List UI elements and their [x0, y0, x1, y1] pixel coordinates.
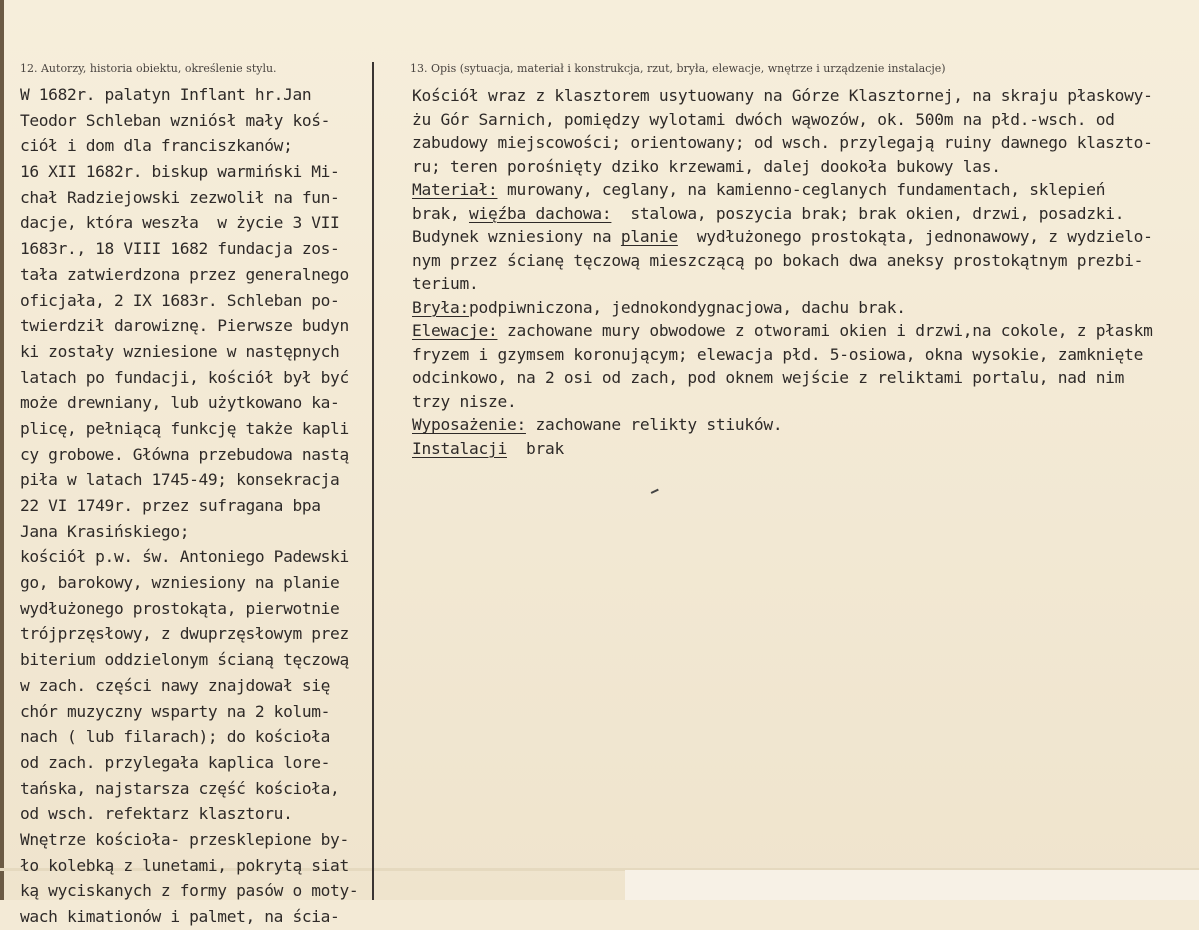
text-segment: ru; teren porośnięty dziko krzewami, dalej dookoła bukowy las.: [412, 156, 1001, 176]
text-line: biterium oddzielonym ścianą tęczową: [20, 650, 349, 670]
text-segment: zachowane mury obwodowe z otworami okien i drzwi,na cokole, z płaskm: [497, 321, 1153, 340]
text-line: plicę, pełniącą funkcję także kapli: [20, 418, 349, 438]
text-line: tańska, najstarsza część kościoła,: [20, 778, 340, 798]
text-line: 1683r., 18 VIII 1682 fundacja zos-: [20, 239, 340, 259]
text-line: [412, 249, 1199, 273]
text-line: [412, 319, 1199, 343]
text-line: twierdził darowiznę. Pierwsze budyn: [20, 316, 349, 336]
text-line: [412, 108, 1199, 132]
section-label: Bryła:: [412, 297, 469, 317]
text-line: w zach. części nawy znajdował się: [20, 675, 331, 695]
text-line: chór muzyczny wsparty na 2 kolum-: [20, 701, 331, 721]
text-line: dacje, która weszła w życie 3 VII: [20, 213, 340, 233]
history-column: [20, 82, 372, 930]
section-label: Materiał:: [412, 180, 498, 199]
text-segment: Kościół wraz z klasztorem usytuowany na Górze Klasztornej, na skraju płaskowy-: [412, 86, 1153, 105]
text-segment: trzy nisze.: [412, 391, 517, 411]
text-line: [412, 131, 1199, 155]
text-segment: nym przez ścianę tęczową mieszczącą po bokach dwa aneksy prostokątnym prezbi-: [412, 250, 1144, 270]
text-line: latach po fundacji, kościół był być: [20, 367, 349, 387]
section-12-header: 12. Autorzy, historia obiektu, określenie stylu.: [20, 62, 277, 75]
text-line: 16 XII 1682r. biskup warmiński Mi-: [20, 162, 340, 182]
text-line: piła w latach 1745-49; konsekracja: [20, 470, 340, 490]
text-segment: stalowa, poszycia brak; brak okien, drzwi, posadzki.: [611, 203, 1125, 223]
text-line: może drewniany, lub użytkowano ka-: [20, 393, 340, 413]
text-line: ło kolebką z lunetami, pokrytą siat: [20, 855, 349, 875]
text-segment: murowany, ceglany, na kamienno-ceglanych fundamentach, sklepień: [497, 180, 1106, 199]
description-column: [412, 84, 1199, 460]
text-line: ciół i dom dla franciszkanów;: [20, 136, 293, 156]
text-line: [412, 272, 1199, 296]
text-segment: Budynek wzniesiony na: [412, 227, 621, 246]
text-line: [412, 366, 1199, 390]
text-segment: żu Gór Sarnich, pomiędzy wylotami dwóch wąwozów, ok. 500m na płd.-wsch. od: [412, 109, 1115, 129]
text-line: ki zostały wzniesione w następnych: [20, 341, 340, 361]
text-line: chał Radziejowski zezwolił na fun-: [20, 187, 340, 207]
column-divider: [372, 62, 374, 900]
text-segment: zabudowy miejscowości; orientowany; od wsch. przylegają ruiny dawnego klaszto-: [412, 133, 1153, 152]
text-line: [412, 343, 1199, 367]
section-label: Elewacje:: [412, 321, 498, 340]
text-line: [412, 225, 1199, 249]
section-label: planie: [620, 227, 678, 246]
text-segment: podpiwniczona, jednokondygnacjowa, dachu brak.: [468, 297, 906, 317]
text-line: [412, 390, 1199, 414]
text-line: go, barokowy, wzniesiony na planie: [20, 573, 340, 593]
text-line: [412, 155, 1199, 179]
text-segment: fryzem i gzymsem koronującym; elewacja płd. 5-osiowa, okna wysokie, zamknięte: [412, 344, 1144, 364]
section-label: Wyposażenie:: [412, 415, 526, 434]
text-line: nach ( lub filarach); do kościoła: [20, 727, 331, 747]
text-line: od wsch. refektarz klasztoru.: [20, 804, 293, 824]
text-line: Teodor Schleban wzniósł mały koś-: [20, 110, 331, 130]
text-line: 22 VI 1749r. przez sufragana bpa: [20, 496, 321, 515]
text-line: kościół p.w. św. Antoniego Padewski: [20, 547, 349, 567]
text-line: oficjała, 2 IX 1683r. Schleban po-: [20, 290, 340, 310]
page-edge: [0, 0, 4, 900]
text-segment: brak: [506, 438, 564, 458]
text-segment: wydłużonego prostokąta, jednonawowy, z wydzielo-: [677, 227, 1153, 246]
section-label: Instalacji: [412, 438, 507, 458]
text-segment: brak,: [412, 203, 469, 223]
text-segment: terium.: [412, 274, 479, 293]
text-line: [412, 296, 1199, 320]
text-line: [412, 202, 1199, 226]
text-line: od zach. przylegała kaplica lore-: [20, 752, 331, 772]
section-label: więźba dachowa:: [468, 203, 612, 223]
bottom-strip: [625, 870, 1199, 900]
text-line: cy grobowe. Główna przebudowa nastą: [20, 444, 349, 464]
text-line: Wnętrze kościoła- przesklepione by-: [20, 829, 349, 849]
text-line: W 1682r. palatyn Inflant hr.Jan: [20, 85, 312, 104]
text-segment: zachowane relikty stiuków.: [525, 415, 783, 434]
text-segment: odcinkowo, na 2 osi od zach, pod oknem wejście z reliktami portalu, nad nim: [412, 368, 1125, 387]
text-line: [412, 178, 1199, 202]
text-line: trójprzęsłowy, z dwuprzęsłowym prez: [20, 624, 349, 644]
text-line: Jana Krasińskiego;: [20, 521, 190, 541]
text-line: [412, 84, 1199, 108]
text-line: wach kimationów i palmet, na ścia-: [20, 907, 340, 926]
section-13-header: 13. Opis (sytuacja, materiał i konstrukcja, rzut, bryła, elewacje, wnętrze i urządzenie instalacje): [410, 62, 946, 75]
text-line: tała zatwierdzona przez generalnego: [20, 264, 349, 284]
text-line: ką wyciskanych z formy pasów o moty-: [20, 881, 359, 901]
text-line: wydłużonego prostokąta, pierwotnie: [20, 598, 340, 618]
text-line: [412, 413, 1199, 437]
text-line: [412, 437, 1199, 461]
